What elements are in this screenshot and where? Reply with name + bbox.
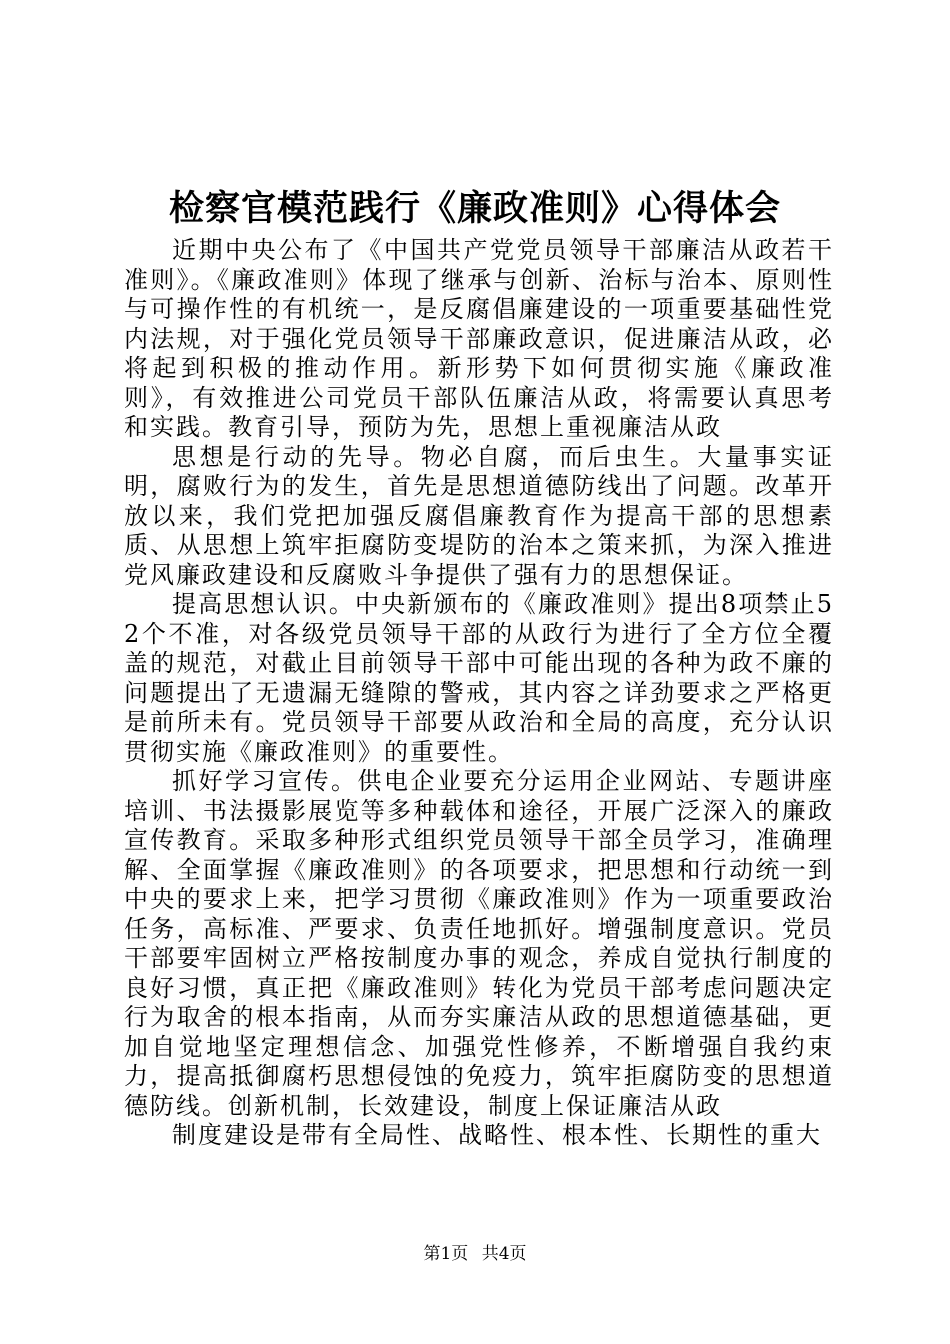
paragraph: 提高思想认识。中央新颁布的《廉政准则》提出8项禁止52个不准，对各级党员领导干部的从政行为进行了全方位全覆盖的规范，对截止目前领导干部中可能出现的各种为政不廉的问题提出了无遗漏无缝隙的警戒，其内容之详劲要求之严格更是前所未有。党员领导干部要从政治和全局的高度，充分认识贯彻实施《廉政准则》的重要性。 bbox=[124, 590, 834, 766]
page-number: 第1页 bbox=[423, 1244, 469, 1264]
paragraph: 抓好学习宣传。供电企业要充分运用企业网站、专题讲座培训、书法摄影展览等多种载体和途径，开展广泛深入的廉政宣传教育。采取多种形式组织党员领导干部全员学习，准确理解、全面掌握《廉政准则》的各项要求，把思想和行动统一到中央的要求上来，把学习贯彻《廉政准则》作为一项重要政治任务，高标准、严要求、负责任地抓好。增强制度意识。党员干部要牢固树立严格按制度办事的观念，养成自觉执行制度的良好习惯，真正把《廉政准则》转化为党员干部考虑问题决定行为取舍的根本指南，从而夯实廉洁从政的思想道德基础，更加自觉地坚定理想信念、加强党性修养，不断增强自我约束力，提高抵御腐朽思想侵蚀的免疫力，筑牢拒腐防变的思想道德防线。创新机制，长效建设，制度上保证廉洁从政 bbox=[124, 767, 834, 1120]
paragraph: 制度建设是带有全局性、战略性、根本性、长期性的重大 bbox=[172, 1121, 822, 1149]
document-body bbox=[124, 236, 834, 1151]
document-title: 检察官模范践行《廉政准则》心得体会 bbox=[168, 188, 781, 229]
page-footer bbox=[0, 1242, 950, 1266]
page-total: 共4页 bbox=[481, 1244, 527, 1264]
paragraph: 近期中央公布了《中国共产党党员领导干部廉洁从政若干准则》。《廉政准则》体现了继承与创新、治标与治本、原则性与可操作性的有机统一，是反腐倡廉建设的一项重要基础性党内法规，对于强化党员领导干部廉政意识，促进廉洁从政，必将起到积极的推动作用。新形势下如何贯彻实施《廉政准则》，有效推进公司党员干部队伍廉洁从政，将需要认真思考和实践。教育引导，预防为先，思想上重视廉洁从政 bbox=[124, 236, 834, 441]
paragraph: 思想是行动的先导。物必自腐，而后虫生。大量事实证明，腐败行为的发生，首先是思想道德防线出了问题。改革开放以来，我们党把加强反腐倡廉教育作为提高干部的思想素质、从思想上筑牢拒腐防变堤防的治本之策来抓，为深入推进党风廉政建设和反腐败斗争提供了强有力的思想保证。 bbox=[124, 442, 834, 589]
